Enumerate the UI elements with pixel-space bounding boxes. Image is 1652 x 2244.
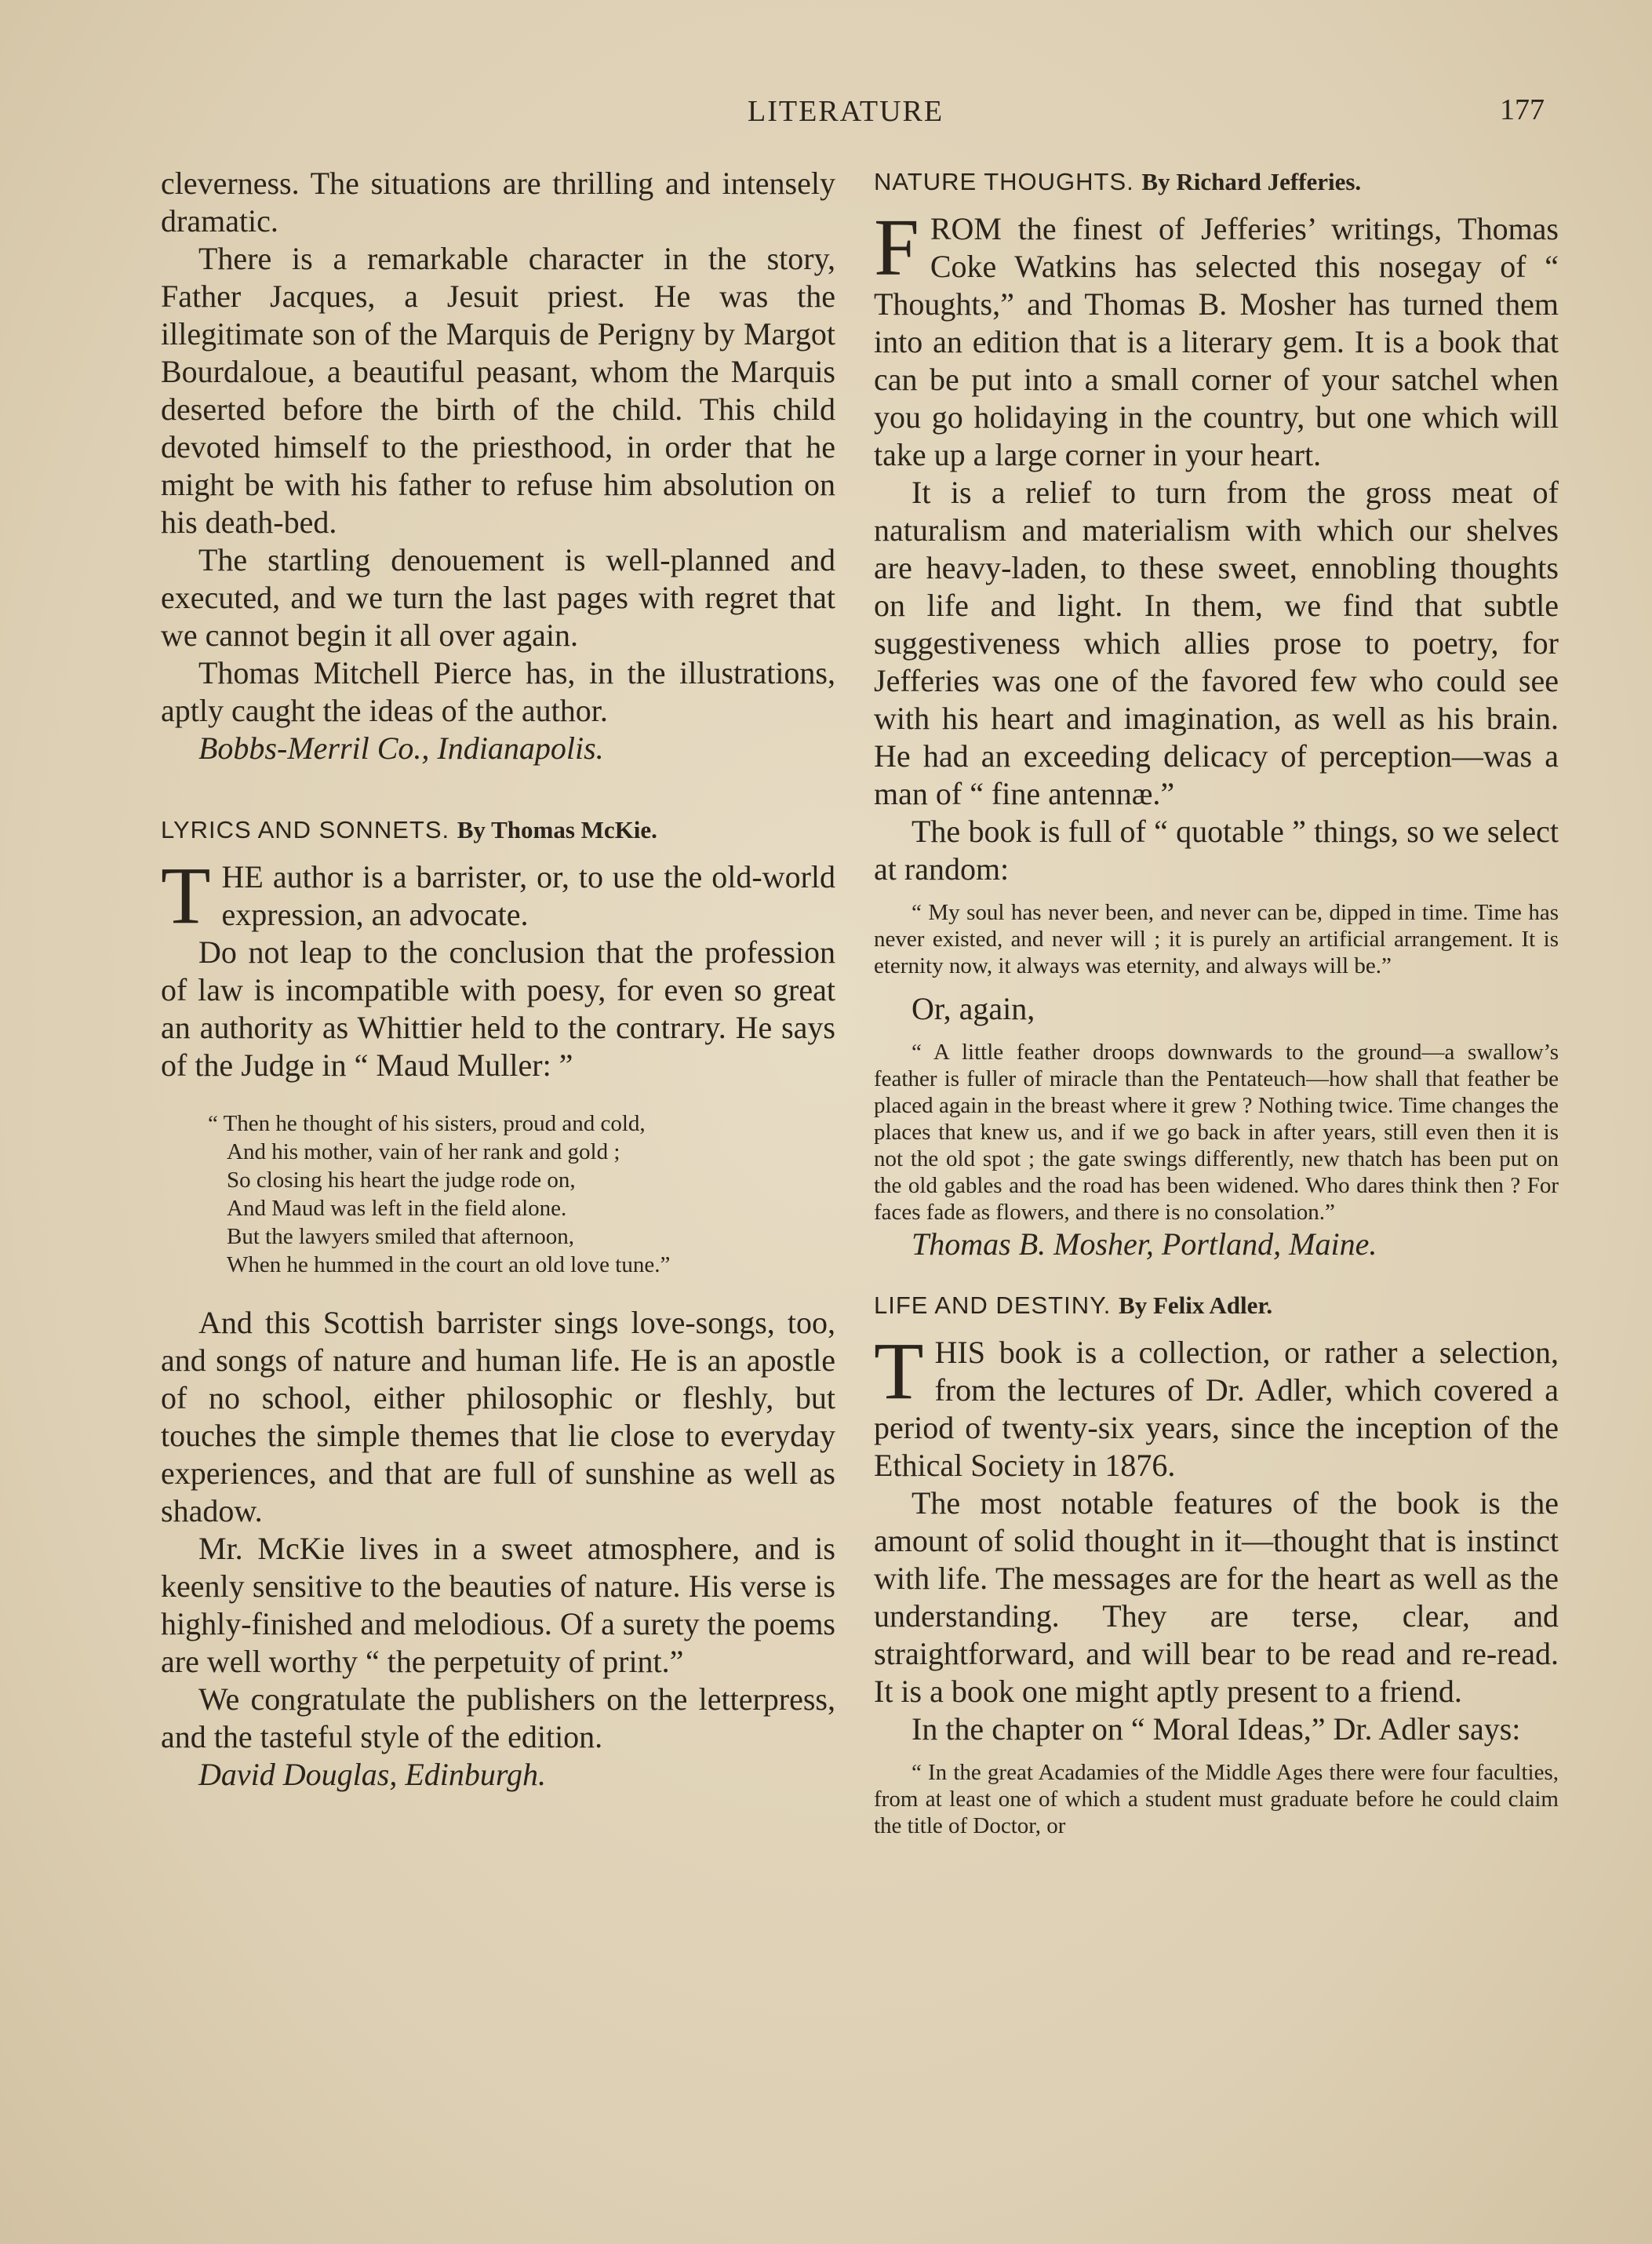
continued-paragraph: There is a remarkable character in the story, Father Jacques, a Jesuit priest. He was the illegitimate son of the Marquis de Perigny by Margot Bourdaloue, a beautiful peasant, whom the Marquis deserted before the birth of the child. This child devoted himself to the priesthood, in order that he might be with his father to refuse him absolution on his death-bed. (161, 241, 835, 540)
publisher-imprint: Thomas B. Mosher, Portland, Maine. (912, 1226, 1377, 1262)
review-title: NATURE THOUGHTS. (874, 168, 1134, 195)
review-byline: By Thomas McKie. (457, 816, 657, 843)
publisher-imprint: David Douglas, Edinburgh. (198, 1757, 546, 1792)
continued-paragraph: The startling denouement is well-planned and executed, and we turn the last pages with regret that we cannot begin it all over again. (161, 542, 835, 653)
lead-text: ROM the finest of Jefferies’ writings, Thomas Coke Watkins has selected this nosegay of “ Thoughts,” and Thomas B. Mosher has turned them into an edition that is a literary gem. It is a book that can be put into a small corner of your satchel when you go holidaying in the country, but one which will take up a large corner in your heart. (874, 211, 1559, 472)
quoted-passage: “ A little feather droops downwards to the ground—a swallow’s feather is fuller of miracle than the Pentateuch—how shall that feather be placed again in the breast where it grew ? Nothing twice. Time changes the places that knew us, and if we go back in after years, still even then it is not the old spot ; the gate swings differently, new thatch has been put on the old gables and the road has been widened. Who dares think then ? For faces fade as flowers, and there is no consolation.” (874, 1040, 1559, 1225)
page-number: 177 (1500, 93, 1545, 126)
running-title: LITERATURE (748, 95, 944, 128)
right-column (874, 165, 1559, 1839)
drop-cap: T (874, 1326, 924, 1416)
poem-line: “ Then he thought of his sisters, proud and cold, (208, 1111, 646, 1136)
poem-line: And his mother, vain of her rank and gold ; (227, 1139, 620, 1164)
drop-cap: T (161, 851, 211, 941)
poem-line: And Maud was left in the field alone. (227, 1196, 567, 1221)
drop-cap: F (874, 202, 919, 293)
publisher-imprint: Bobbs-Merril Co., Indianapolis. (198, 730, 604, 766)
review-paragraph: In the chapter on “ Moral Ideas,” Dr. Adler says: (912, 1711, 1521, 1747)
review-paragraph: The most notable features of the book is the amount of solid thought in it—thought that is instinct with life. The messages are for the heart as well as the understanding. They are terse, clear, and straightforward, and will bear to be read and re-read. It is a book one might aptly present to a friend. (874, 1485, 1559, 1709)
poem-line: When he hummed in the court an old love tune.” (227, 1252, 671, 1277)
review-byline: By Felix Adler. (1119, 1291, 1273, 1319)
section-title-lyrics (161, 813, 835, 847)
review-paragraph: And this Scottish barrister sings love-songs, too, and songs of nature and human life. He is an apostle of no school, either philosophic or fleshly, but touches the simple themes that lie close to everyday experiences, and that are full of sunshine as well as shadow. (161, 1305, 835, 1528)
poem-quote (208, 1109, 835, 1279)
lead-text: HIS book is a collection, or rather a selection, from the lectures of Dr. Adler, which covered a period of twenty-six years, since the inception of the Ethical Society in 1876. (874, 1335, 1559, 1483)
review-paragraph: Or, again, (912, 991, 1035, 1026)
review-paragraph: We congratulate the publishers on the letterpress, and the tasteful style of the edition. (161, 1681, 835, 1754)
lead-paragraph (874, 1326, 1559, 1484)
review-title: LYRICS AND SONNETS. (161, 816, 450, 843)
lead-paragraph (161, 851, 835, 941)
review-paragraph: The book is full of “ quotable ” things, so we select at random: (874, 814, 1559, 887)
review-title: LIFE AND DESTINY. (874, 1291, 1112, 1319)
running-head (0, 94, 1652, 141)
review-paragraph: Mr. McKie lives in a sweet atmosphere, and is keenly sensitive to the beauties of nature. His verse is highly-finished and melodious. Of a surety the poems are well worthy “ the perpetuity of print.” (161, 1531, 835, 1679)
quoted-passage: “ In the great Acadamies of the Middle Ages there were four faculties, from at least one of which a student must graduate before he could claim the title of Doctor, or (874, 1760, 1559, 1838)
section-title-life (874, 1288, 1559, 1323)
lead-text: HE author is a barrister, or, to use the old-world expression, an advocate. (221, 859, 835, 932)
review-paragraph: Do not leap to the conclusion that the profession of law is incompatible with poesy, for even so great an authority as Whittier held to the contrary. He says of the Judge in “ Maud Muller: ” (161, 934, 835, 1083)
poem-line: So closing his heart the judge rode on, (227, 1168, 576, 1193)
quoted-passage: “ My soul has never been, and never can be, dipped in time. Time has never existed, and never will ; it is purely an artificial arrangement. It is eternity now, it always was eternity, and always will be.” (874, 900, 1559, 978)
continued-paragraph: cleverness. The situations are thrilling and intensely dramatic. (161, 166, 835, 239)
lead-paragraph (874, 202, 1559, 474)
poem-line: But the lawyers smiled that afternoon, (227, 1224, 574, 1249)
continued-paragraph: Thomas Mitchell Pierce has, in the illustrations, aptly caught the ideas of the author. (161, 655, 835, 728)
section-title-nature (874, 165, 1559, 199)
review-byline: By Richard Jefferies. (1141, 168, 1362, 195)
left-column (161, 165, 835, 1794)
review-paragraph: It is a relief to turn from the gross meat of naturalism and materialism with which our shelves are heavy-laden, to these sweet, ennobling thoughts on life and light. In them, we find that subtle suggestiveness which allies prose to poetry, for Jefferies was one of the favored few who could see with his heart and imagination, as well as his brain. He had an exceeding delicacy of perception—was a man of “ fine antennæ.” (874, 475, 1559, 811)
